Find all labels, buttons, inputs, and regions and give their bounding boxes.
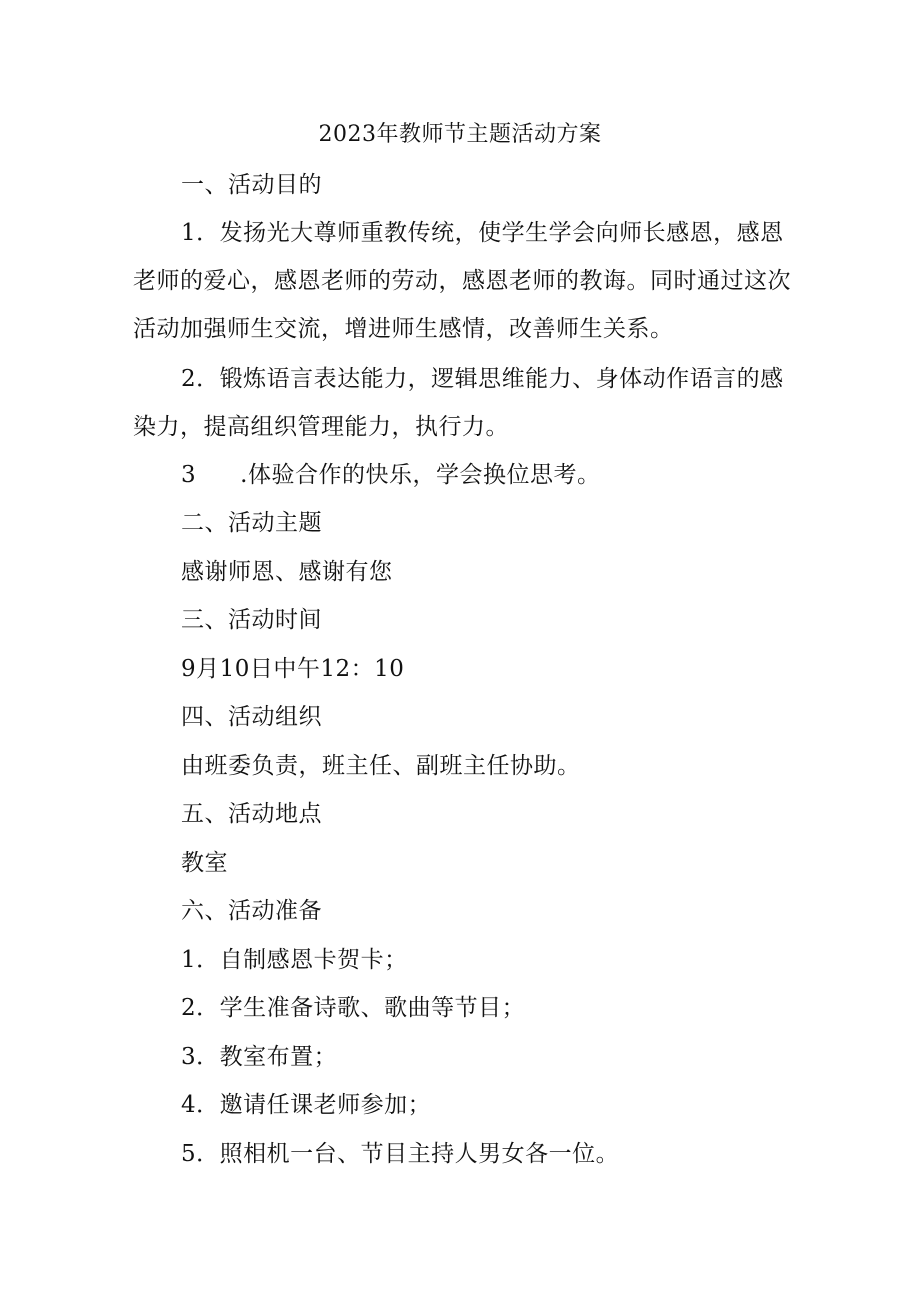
organization-body: 由班委负责，班主任、副班主任协助。	[181, 753, 581, 779]
document-title: 2023年教师节主题活动方案	[318, 122, 602, 147]
section-heading-preparation: 六、活动准备	[181, 898, 322, 924]
preparation-item-4: 4．邀请任课老师参加；	[181, 1092, 432, 1118]
preparation-item-5: 5．照相机一台、节目主持人男女各一位。	[181, 1141, 620, 1167]
preparation-item-1: 1．自制感恩卡贺卡；	[181, 947, 408, 973]
purpose-item-3-text: .体验合作的快乐，学会换位思考。	[240, 462, 601, 488]
purpose-item-3-number: 3	[181, 462, 197, 488]
purpose-item-1-line-2: 老师的爱心，感恩老师的劳动，感恩老师的教诲。同时通过这次	[133, 268, 791, 294]
purpose-item-2-line-2: 染力，提高组织管理能力，执行力。	[133, 414, 509, 440]
section-heading-organization: 四、活动组织	[181, 704, 322, 730]
section-heading-time: 三、活动时间	[181, 607, 322, 633]
section-heading-purpose: 一、活动目的	[181, 172, 322, 198]
section-heading-location: 五、活动地点	[181, 801, 322, 827]
section-heading-theme: 二、活动主题	[181, 510, 322, 536]
purpose-item-3	[181, 460, 600, 490]
purpose-item-1-line-3: 活动加强师生交流，增进师生感情，改善师生关系。	[133, 316, 674, 342]
purpose-item-2-line-1: 2．锻炼语言表达能力，逻辑思维能力、身体动作语言的感	[181, 366, 784, 392]
preparation-item-2: 2．学生准备诗歌、歌曲等节目；	[181, 995, 526, 1021]
preparation-item-3: 3．教室布置；	[181, 1044, 338, 1070]
purpose-item-1-line-1: 1．发扬光大尊师重教传统，使学生学会向师长感恩，感恩	[181, 220, 784, 246]
location-body: 教室	[181, 850, 228, 876]
theme-body: 感谢师恩、感谢有您	[181, 559, 393, 585]
time-body: 9月10日中午12：10	[181, 656, 405, 682]
